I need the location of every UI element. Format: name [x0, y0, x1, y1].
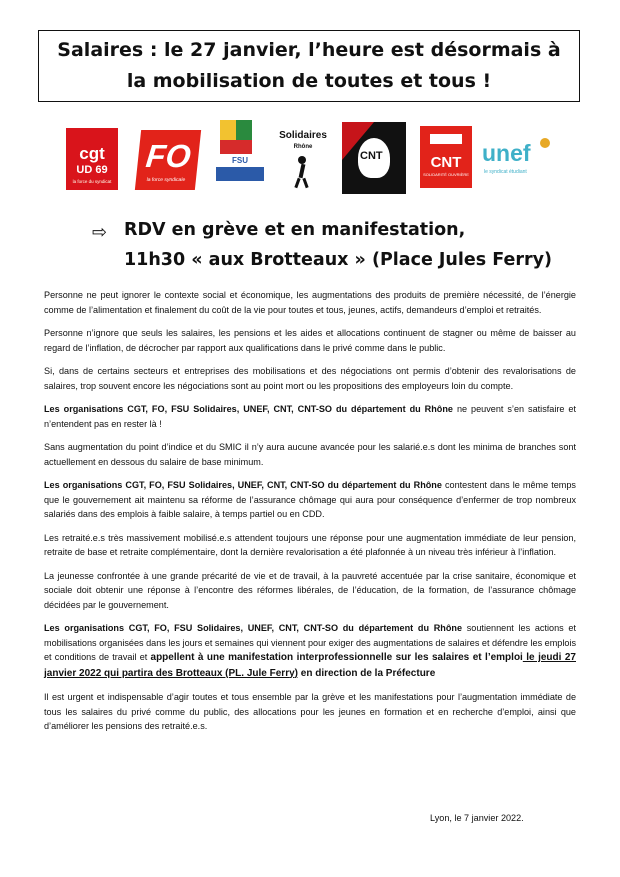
paragraph-6-rest: contestent dans le même temps que le gouvernement ait maintenu sa réforme de l’assurance chômage qui aura pour conséquence d’enfermer de trop nombreux salariés dans des emplois à faible salaire, à temps partiel ou en CDD. [44, 480, 576, 519]
cntso-logo-main: CNT [430, 154, 462, 171]
paragraph-8: La jeunesse confrontée à une grande précarité de vie et de travail, à la pauvreté accentuée par la crise sanitaire, économique et sociale doit obtenir une réponse à l’encontre des réformes libérales, de l’éducation, de la formation, de l’assurance chômage décidées par le gouvernement. [44, 570, 576, 610]
event-date-underlined: le jeudi 27 janvier 2022 qui partira des Brotteaux (PL. Jule Ferry) [44, 652, 576, 679]
cnt-logo-main: CNT [360, 150, 383, 162]
paragraph-1: Personne ne peut ignorer le contexte social et économique, les augmentations des produits de première nécessité, de l’énergie comme de l’alimentation et finalement du coût de la vie pour toutes et tous, jeunes, actifs, demandeurs d’emploi et retraités. [44, 290, 576, 315]
title-line-1: Salaires : le 27 janvier, l’heure est désormais à [57, 39, 561, 61]
fsu-logo-main: FSU [232, 156, 248, 165]
call-to-action: appellent à une manifestation interprofessionnelle sur les salaires et l’emploi [150, 652, 523, 663]
organisations-bold: Les organisations CGT, FO, FSU Solidaires, UNEF, CNT, CNT-SO du département du Rhône [44, 623, 463, 633]
organisations-bold: Les organisations CGT, FO, FSU Solidaires, UNEF, CNT, CNT-SO du département du Rhône [44, 404, 453, 414]
body-text [44, 288, 576, 743]
unef-logo [482, 136, 562, 182]
right-arrow-icon: ⇨ [92, 222, 108, 243]
paragraph-10: Il est urgent et indispensable d’agir toutes et tous ensemble par la grève et les manifestations pour l’augmentation immédiate de tous les salaires du privé comme du public, des allocations pour les jeunes en formation et en recherche d’emploi, ainsi que d’améliorer les pensions des retraité.e.s. [44, 692, 576, 731]
unef-logo-sub: le syndicat étudiant [484, 169, 527, 175]
paragraph-4-rest: ne peuvent s’en satisfaire et n’entendent pas en rester là ! [44, 404, 576, 429]
fo-logo-main: FO [144, 138, 193, 174]
cntso-logo [420, 126, 472, 188]
solidaires-logo-sub: Rhône [293, 144, 313, 150]
title-box [38, 30, 580, 102]
paragraph-6 [44, 478, 576, 522]
cgt-logo-tag: la force du syndicat [72, 179, 112, 184]
cgt-logo-main: cgt [79, 144, 105, 163]
signature-date: Lyon, le 7 janvier 2022. [430, 813, 524, 823]
paragraph-9-end: en direction de la Préfecture [297, 667, 436, 679]
paragraph-4 [44, 402, 576, 431]
paragraph-2: Personne n’ignore que seuls les salaires, les pensions et les aides et allocations continuent de stagner ou même de baisser au regard de l’inflation, de décrocher par rapport aux qualifications dans le privé comme dans le public. [44, 328, 576, 353]
paragraph-9-mid: soutiennent les actions et mobilisations organisées dans les jours et semaines qui viennent pour exiger des augmentations de salaires et défendre les emplois et conditions de travail et [44, 623, 576, 662]
cgt-logo-sub: UD 69 [76, 164, 108, 176]
figure-icon [294, 156, 310, 188]
rdv-line-2: 11h30 « aux Brotteaux » (Place Jules Ferry) [124, 250, 553, 270]
organisations-bold: Les organisations CGT, FO, FSU Solidaires, UNEF, CNT, CNT-SO du département du Rhône [44, 480, 442, 490]
cgt-logo [66, 128, 118, 190]
paragraph-9 [44, 621, 576, 681]
rdv-line-1: RDV en grève et en manifestation, [124, 220, 466, 240]
solidaires-logo [274, 130, 332, 194]
fsu-logo [216, 120, 264, 186]
fo-logo [135, 130, 201, 190]
paragraph-3: Si, dans de certains secteurs et entreprises des mobilisations et des négociations ont permis d’obtenir des revalorisations de salaires, trop souvent encore les négociations sont au point mort ou les propositions des employeurs loin du compte. [44, 366, 576, 391]
paragraph-5: Sans augmentation du point d’indice et du SMIC il n’y aura aucune avancée pour les salarié.e.s dont les minima de branches sont actuellement en dessous du salaire de base minimum. [44, 442, 576, 467]
cntso-logo-sub: SOLIDARITÉ OUVRIÈRE [423, 172, 469, 177]
cnt-logo [342, 122, 406, 194]
solidaires-logo-main: Solidaires [279, 130, 327, 141]
fo-logo-tag: la force syndicale [146, 177, 186, 183]
title-line-2: la mobilisation de toutes et tous ! [126, 70, 492, 92]
logo-row [60, 118, 570, 196]
unef-logo-main: unef [482, 140, 531, 166]
paragraph-7: Les retraité.e.s très massivement mobilisé.e.s attendent toujours une réponse pour une augmentation immédiate de leur pension, retraite de base et retraite complémentaire, dont la dernière revalorisation a été plafonnée à un niveau très inférieur à l’inflation. [44, 532, 576, 557]
